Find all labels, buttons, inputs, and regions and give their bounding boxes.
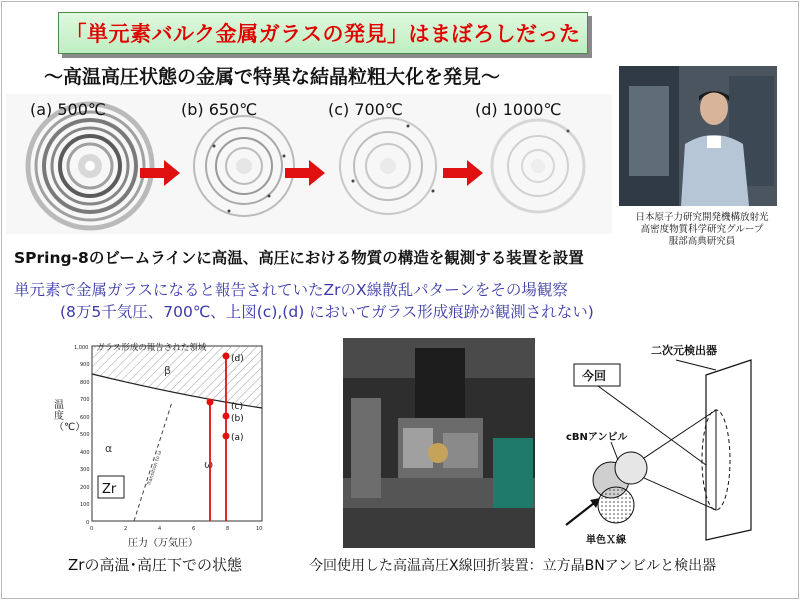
caption-line: 高密度物質科学研究グループ xyxy=(640,224,764,235)
point-label-b: (b) xyxy=(231,414,244,424)
pattern-label-a: (a) 500℃ xyxy=(30,100,106,119)
y-tick-label: 100 xyxy=(80,502,90,508)
pattern-label-d: (d) 1000℃ xyxy=(475,100,562,119)
caption-line: 服部高典研究員 xyxy=(668,236,736,247)
y-tick-label: 800 xyxy=(80,380,90,386)
y-tick-label: 200 xyxy=(80,485,90,491)
element-label: Zr xyxy=(102,482,117,497)
slide-title: 「単元素バルク金属ガラスの発見」はまぼろしだった xyxy=(65,22,581,46)
y-axis-label: 温度（℃） xyxy=(54,400,86,433)
transition-label: Transition to ω xyxy=(146,449,164,487)
y-tick-label: 700 xyxy=(80,397,90,403)
x-tick-label: 10 xyxy=(256,526,263,532)
alpha-label: α xyxy=(105,442,113,455)
point-label-d: (d) xyxy=(231,354,244,364)
anvil-label: cBNアンビル xyxy=(566,432,628,443)
y-tick-label: 300 xyxy=(80,467,90,473)
y-tick-label: 400 xyxy=(80,450,90,456)
current-label: 今回 xyxy=(582,369,607,383)
xray-label: 単色Ｘ線 xyxy=(586,535,626,546)
red-arrow-icon xyxy=(140,160,180,186)
point-label-c: (c) xyxy=(231,402,243,412)
apparatus-caption: 今回使用した高温高圧X線回折装置：立方晶BNアンビルと検出器 xyxy=(309,558,717,574)
x-tick-label: 6 xyxy=(192,526,196,532)
x-tick-label: 4 xyxy=(158,526,162,532)
y-tick-label: 1,000 xyxy=(74,345,89,351)
y-tick-label: 900 xyxy=(80,362,90,368)
x-tick-label: 8 xyxy=(226,526,230,532)
description-line-1: SPring-8のビームラインに高温、高圧における物質の構造を観測する装置を設置 xyxy=(14,249,584,267)
x-tick-label: 0 xyxy=(90,526,94,532)
title-banner xyxy=(58,12,588,54)
report-region-label: ガラス形成の報告された領域 xyxy=(96,343,207,353)
phase-diagram xyxy=(72,336,272,536)
x-tick-label: 2 xyxy=(124,526,128,532)
description-line-3: (8万5千気圧、700℃、上図(c),(d) においてガラス形成痕跡が観測されない) xyxy=(60,303,594,321)
apparatus-photo xyxy=(343,338,535,548)
researcher-photo xyxy=(619,66,777,206)
pattern-label-c: (c) 700℃ xyxy=(328,100,403,119)
x-axis-label: 圧力（万気圧） xyxy=(128,538,198,549)
red-arrow-icon xyxy=(443,160,483,186)
slide-subtitle: ～高温高圧状態の金属で特異な結晶粒粗大化を発見～ xyxy=(44,66,501,88)
phase-caption: Zrの高温･高圧下での状態 xyxy=(68,556,242,574)
detector-label: 二次元検出器 xyxy=(651,344,717,357)
caption-line: 日本原子力研究開発機構放射光 xyxy=(635,212,769,223)
y-tick-label: 0 xyxy=(86,520,90,526)
red-arrow-icon xyxy=(285,160,325,186)
y-tick-label: 600 xyxy=(80,415,90,421)
researcher-caption xyxy=(612,212,792,248)
pattern-label-b: (b) 650℃ xyxy=(181,100,258,119)
description-line-2: 単元素で金属ガラスになると報告されていたZrのX線散乱パターンをその場観察 xyxy=(14,281,568,299)
y-tick-label: 500 xyxy=(80,432,90,438)
point-label-a: (a) xyxy=(231,433,244,443)
apparatus-schematic xyxy=(556,340,766,550)
beta-label: β xyxy=(164,364,172,377)
omega-label: ω xyxy=(204,458,214,471)
